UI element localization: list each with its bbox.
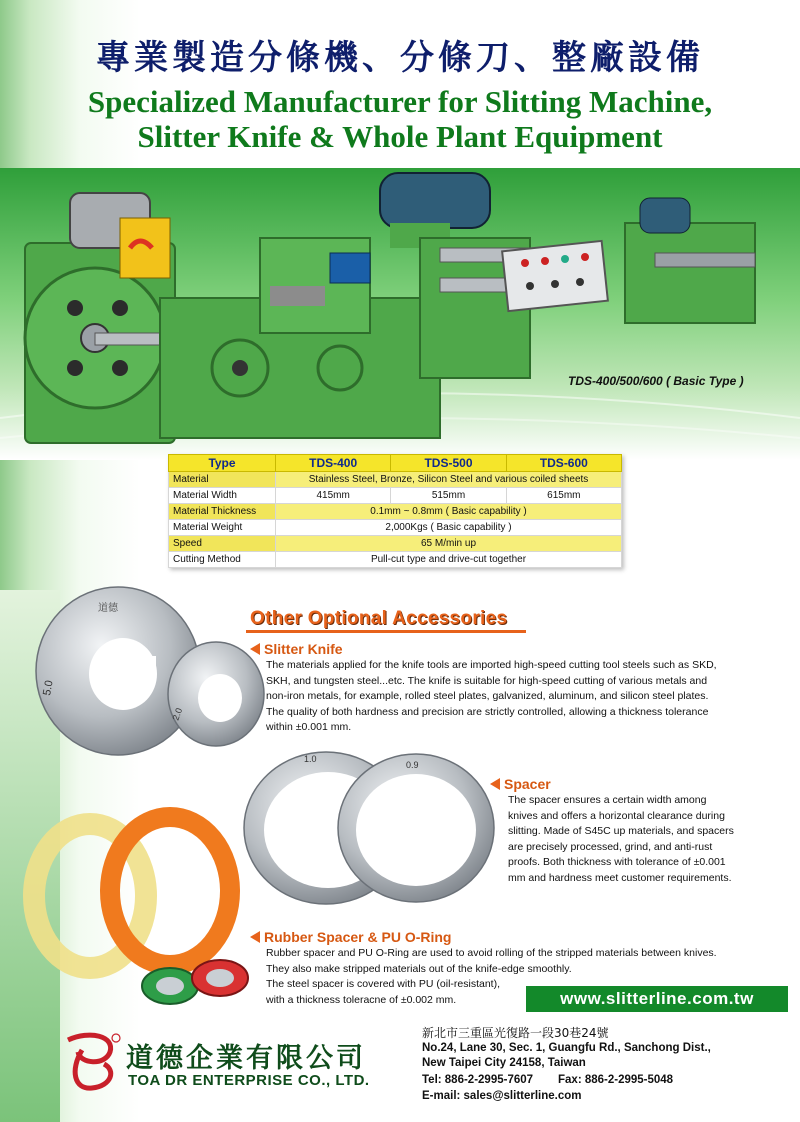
rubber-spacer-title: Rubber Spacer & PU O-Ring	[264, 929, 452, 945]
ring-mark: 道德	[98, 603, 118, 614]
triangle-icon	[250, 643, 260, 655]
row-label: Speed	[169, 536, 276, 552]
row-label: Material Weight	[169, 520, 276, 536]
slitter-knife-text	[266, 658, 786, 736]
text-line: knives and offers a horizontal clearance during	[508, 809, 725, 822]
table-row	[169, 520, 622, 536]
table-header: Type	[169, 455, 276, 472]
spacer-label: 0.9	[406, 760, 419, 770]
table-row	[169, 536, 622, 552]
phone-number: Tel: 886-2-2995-7607	[422, 1074, 534, 1086]
row-value: 65 M/min up	[276, 536, 622, 552]
slitter-knife-image	[28, 586, 268, 776]
row-value: 515mm	[391, 488, 506, 504]
title-english-line2: Slitter Knife & Whole Plant Equipment	[137, 119, 663, 154]
address-chinese: 新北市三重區光復路一段30巷24號	[422, 1026, 609, 1040]
row-value: 2,000Kgs ( Basic capability )	[276, 520, 622, 536]
row-value: Stainless Steel, Bronze, Silicon Steel and various coiled sheets	[276, 472, 622, 488]
slitting-machine-illustration	[0, 168, 800, 460]
text-line: SKH, and tungsten steel...etc. The knife is suitable for high-speed cutting of various metals and	[266, 674, 708, 687]
spacer-title: Spacer	[504, 776, 551, 792]
text-line: are precisely processed, grind, and anti-rust	[508, 840, 713, 853]
rubber-spacer-image	[20, 806, 270, 1016]
text-line: The steel spacer is covered with PU (oil-resistant),	[266, 978, 500, 990]
row-value: Pull-cut type and drive-cut together	[276, 552, 622, 568]
text-line: The spacer ensures a certain width among	[508, 794, 707, 806]
table-row	[169, 504, 622, 520]
address-line: No.24, Lane 30, Sec. 1, Guangfu Rd., Sanchong Dist.,	[422, 1042, 711, 1054]
slitter-knife-heading	[250, 641, 343, 657]
company-name-english: TOA DR ENTERPRISE CO., LTD.	[128, 1072, 370, 1089]
fax-number: Fax: 886-2-2995-5048	[558, 1074, 674, 1086]
row-value: 615mm	[506, 488, 621, 504]
spacer-image	[236, 748, 500, 908]
text-line: mm and hardness meet customer requirements.	[508, 871, 732, 884]
machine-caption: TDS-400/500/600 ( Basic Type )	[568, 374, 744, 388]
text-line: The materials applied for the knife tools are imported high-speed cutting tool steels such as SKD,	[266, 659, 717, 671]
text-line: The quality of both hardness and precision are strictly controlled, allowing a thickness tolerance	[266, 705, 709, 718]
table-row	[169, 488, 622, 504]
title-chinese: 專業製造分條機、分條刀、整廠設備	[96, 38, 704, 78]
table-row	[169, 472, 622, 488]
company-name-chinese: 道德企業有限公司	[126, 1043, 366, 1074]
table-row	[169, 552, 622, 568]
spacer-label: 1.0	[304, 754, 317, 764]
table-header: TDS-500	[391, 455, 506, 472]
rubber-spacer-heading	[250, 929, 451, 945]
address-line: New Taipei City 24158, Taiwan	[422, 1057, 586, 1069]
table-header: TDS-400	[276, 455, 391, 472]
title-english	[40, 84, 760, 154]
title-english-line1: Specialized Manufacturer for Slitting Machine,	[87, 84, 713, 119]
email-address[interactable]: E-mail: sales@slitterline.com	[422, 1090, 582, 1102]
accessories-title: Other Optional Accessories	[250, 608, 508, 629]
slitter-knife-title: Slitter Knife	[264, 641, 343, 657]
accessories-underline	[246, 630, 526, 633]
text-line: with a thickness toleracne of ±0.002 mm.	[266, 993, 457, 1006]
spacer-heading	[490, 776, 551, 792]
triangle-icon	[250, 931, 260, 943]
table-header-row	[169, 455, 622, 472]
text-line: non-iron metals, for example, rolled steel plates, galvanized, aluminum, and silicon steel plates.	[266, 690, 709, 702]
specification-table	[168, 454, 622, 568]
triangle-icon	[490, 778, 500, 790]
text-line: Rubber spacer and PU O-Ring are used to avoid rolling of the stripped materials between knives.	[266, 947, 717, 959]
company-logo-icon	[60, 1030, 122, 1096]
website-link[interactable]: www.slitterline.com.tw	[526, 986, 788, 1012]
row-label: Material Width	[169, 488, 276, 504]
text-line: within ±0.001 mm.	[266, 721, 352, 733]
row-label: Material Thickness	[169, 504, 276, 520]
spacer-text	[508, 793, 788, 886]
text-line: slitting. Made of S45C up materials, and spacers	[508, 825, 734, 837]
text-line: proofs. Both thickness with tolerance of ±0.001	[508, 856, 726, 868]
ring-label: 5.0	[41, 679, 56, 697]
ring-label: 2.0	[170, 706, 185, 722]
machine-photo	[0, 168, 800, 460]
text-line: They also make stripped materials out of the knife-edge smoothly.	[266, 962, 572, 975]
table-header: TDS-600	[506, 455, 621, 472]
row-label: Material	[169, 472, 276, 488]
row-value: 0.1mm ~ 0.8mm ( Basic capability )	[276, 504, 622, 520]
row-label: Cutting Method	[169, 552, 276, 568]
row-value: 415mm	[276, 488, 391, 504]
